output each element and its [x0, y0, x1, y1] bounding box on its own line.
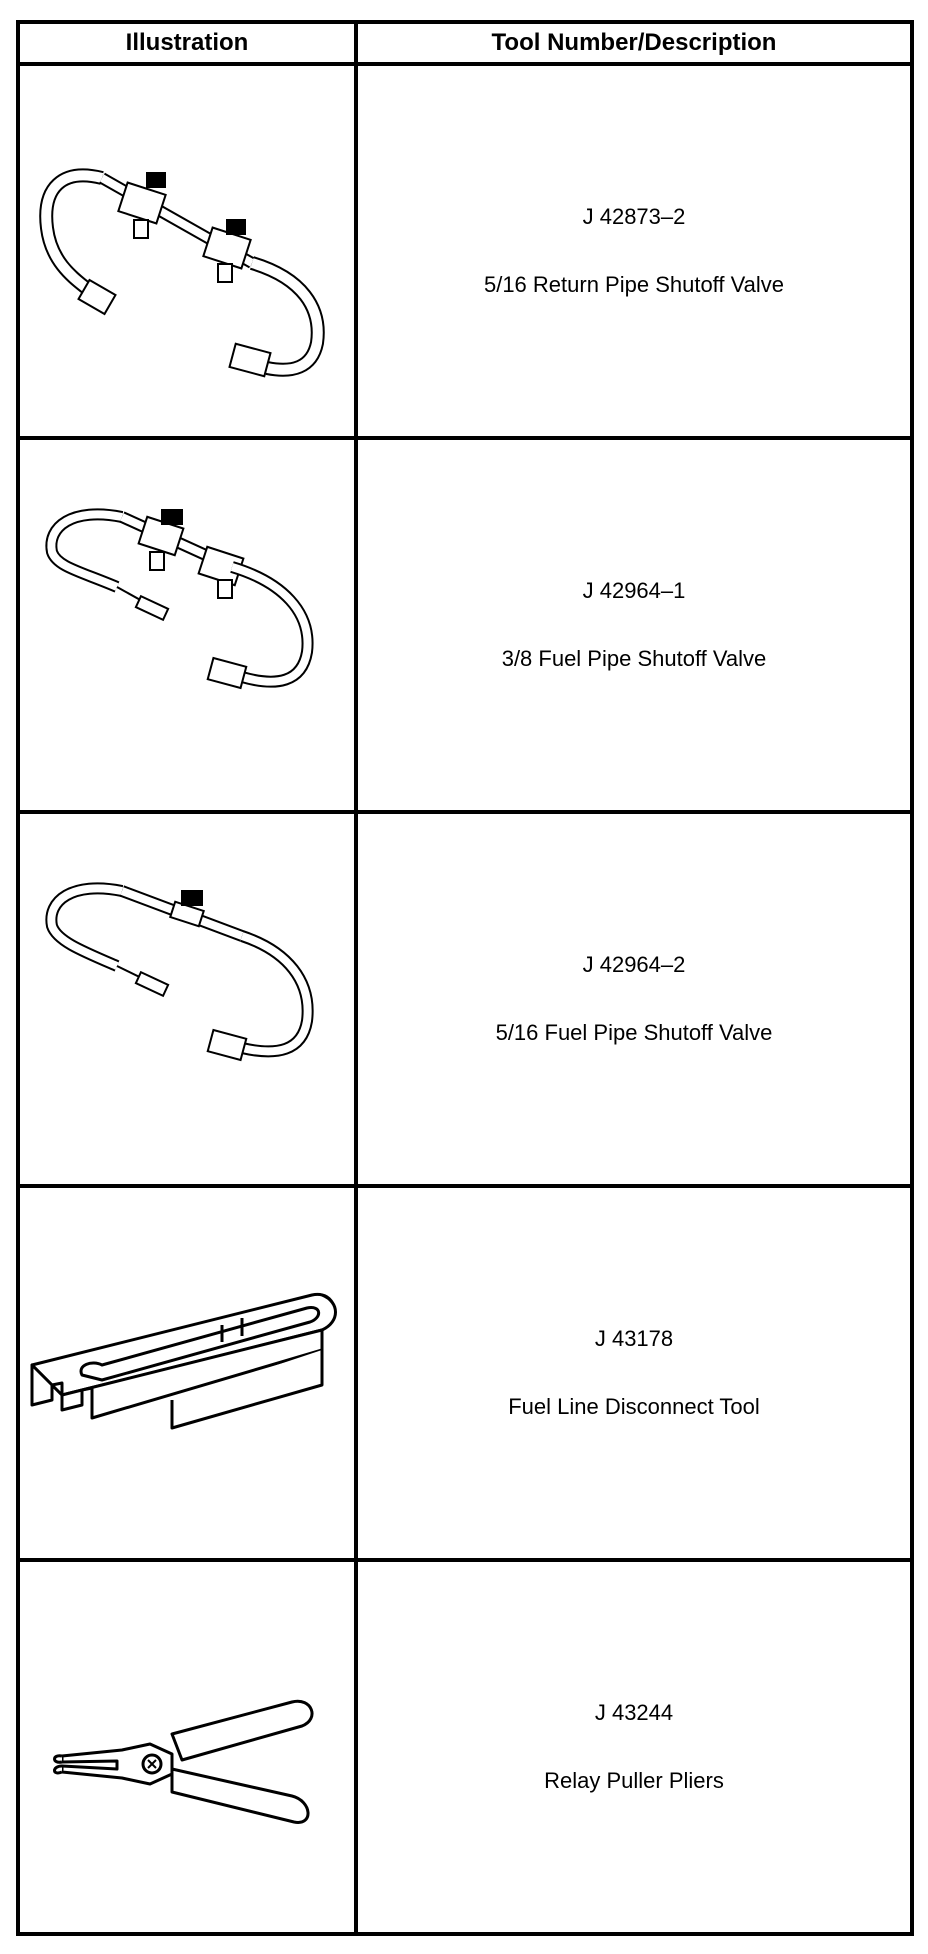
return-pipe-shutoff-valve-icon: [22, 68, 352, 434]
table-row: [18, 1560, 912, 1934]
illustration-cell: [18, 812, 356, 1186]
tool-number: J 42873–2: [582, 204, 686, 229]
description-cell: [356, 1186, 912, 1560]
tool-number: J 43178: [594, 1326, 674, 1351]
fuel-pipe-shutoff-valve-icon: [22, 442, 352, 808]
illustration-cell: [18, 438, 356, 812]
fuel-line-disconnect-tool-icon: [22, 1190, 352, 1556]
header-illustration: Illustration: [18, 22, 356, 64]
description-cell: [356, 64, 912, 438]
illustration-cell: [18, 64, 356, 438]
illustration-cell: [18, 1560, 356, 1934]
table-row: [18, 1186, 912, 1560]
table-row: [18, 438, 912, 812]
tool-description: Fuel Line Disconnect Tool: [508, 1394, 760, 1419]
table-row: [18, 812, 912, 1186]
description-cell: [356, 438, 912, 812]
table-row: [18, 64, 912, 438]
tool-table: [16, 20, 914, 1936]
relay-puller-pliers-icon: [22, 1564, 352, 1930]
description-cell: [356, 812, 912, 1186]
table-header-row: [18, 22, 912, 64]
tool-description: 3/8 Fuel Pipe Shutoff Valve: [501, 646, 767, 671]
tool-description: 5/16 Return Pipe Shutoff Valve: [483, 272, 785, 297]
description-cell: [356, 1560, 912, 1934]
fuel-pipe-shutoff-valve-single-icon: [22, 816, 352, 1182]
tool-description: 5/16 Fuel Pipe Shutoff Valve: [495, 1020, 773, 1045]
tool-number: J 42964–2: [582, 952, 686, 977]
header-tool-number-description: Tool Number/Description: [356, 22, 912, 64]
tool-number: J 42964–1: [582, 578, 686, 603]
illustration-cell: [18, 1186, 356, 1560]
tool-description: Relay Puller Pliers: [544, 1768, 724, 1793]
tool-number: J 43244: [594, 1700, 674, 1725]
